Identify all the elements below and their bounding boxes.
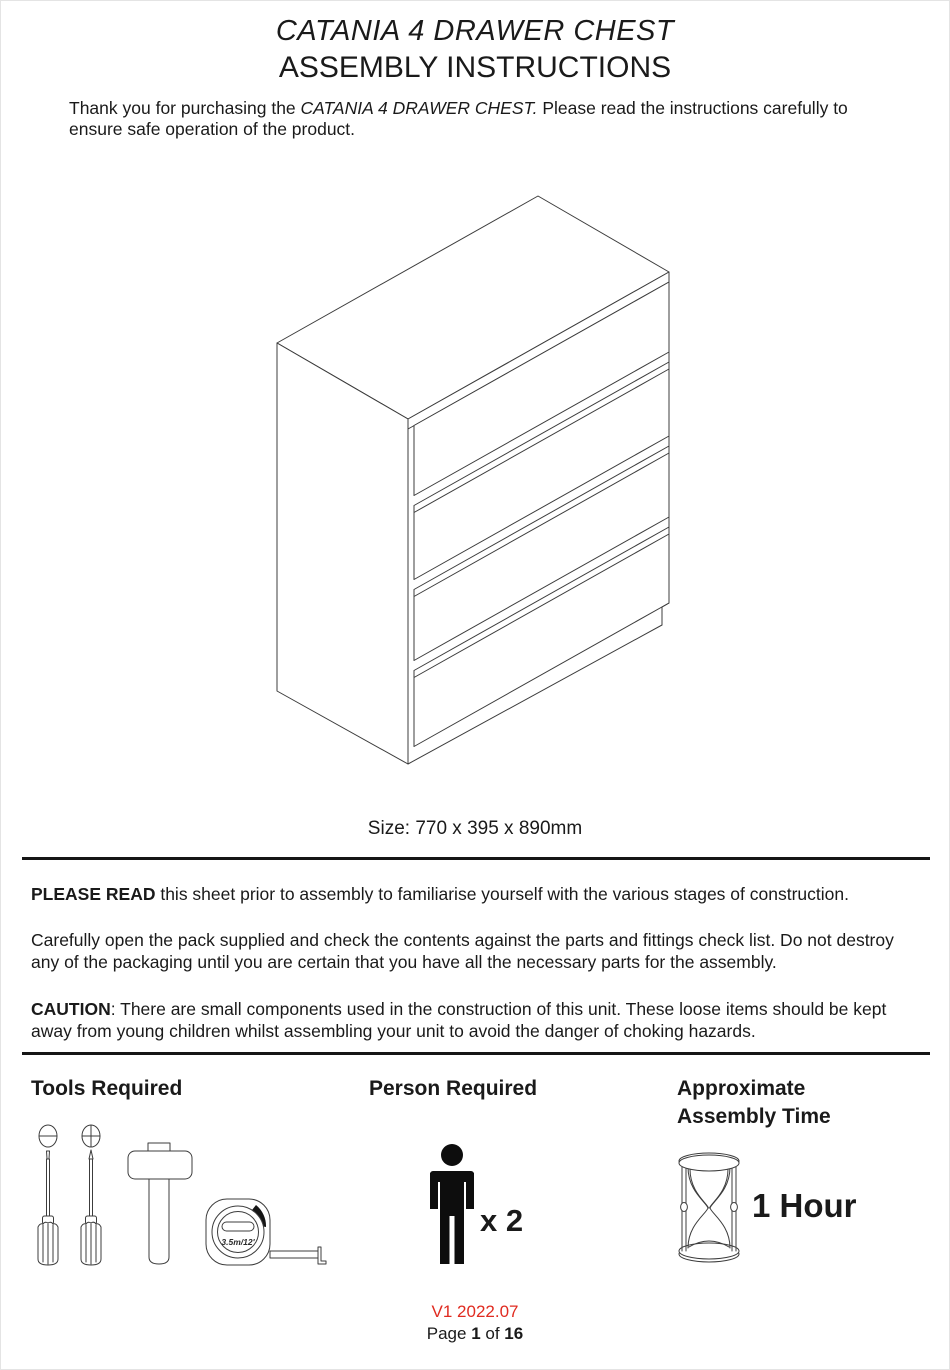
page-number: 1 [471, 1324, 481, 1343]
page-title: CATANIA 4 DRAWER CHEST [275, 15, 675, 47]
page-subtitle: ASSEMBLY INSTRUCTIONS [278, 51, 672, 84]
open-pack-paragraph: Carefully open the pack supplied and check the contents against the parts and fittings check list. Do not destroy any of the packaging until you are certain that you have all the necessary parts for the assembly. [31, 930, 894, 972]
caution-paragraph [31, 998, 907, 1042]
mallet-icon [128, 1143, 192, 1264]
divider-rule-top [22, 857, 930, 860]
assembly-time-heading [677, 1075, 831, 1131]
page-word: Page [426, 1324, 472, 1343]
person-count-label: x 2 [480, 1203, 524, 1238]
intro-product-name: CATANIA 4 DRAWER CHEST. [300, 98, 538, 118]
assembly-time-heading-line1: Approximate [677, 1077, 806, 1100]
tape-measure-label: 3.5m/12' [221, 1237, 255, 1247]
please-read-rest: this sheet prior to assembly to familiarise yourself with the various stages of construction. [155, 884, 849, 904]
intro-post: Please read the instructions carefully to ensure safe operation of the product. [69, 98, 848, 139]
hourglass-icon [677, 1151, 741, 1265]
caution-bold: CAUTION [31, 999, 111, 1019]
divider-rule-bottom [22, 1052, 930, 1055]
phillips-screwdriver-icon [81, 1125, 101, 1265]
intro-paragraph [69, 98, 877, 140]
size-label: Size: 770 x 395 x 890mm [367, 818, 583, 839]
tools-icons [29, 1121, 329, 1271]
flathead-screwdriver-icon [38, 1125, 58, 1265]
please-read-paragraph [31, 883, 907, 905]
intro-pre: Thank you for purchasing the [69, 98, 301, 118]
tape-measure-icon [206, 1199, 326, 1265]
assembly-time-heading-line2: Assembly Time [677, 1105, 831, 1128]
tools-required-heading: Tools Required [31, 1077, 183, 1100]
assembly-time-value: 1 Hour [752, 1187, 857, 1224]
page-number-line [1, 1323, 949, 1345]
title-block [1, 15, 949, 85]
version-label: V1 2022.07 [431, 1302, 519, 1321]
person-required-heading: Person Required [369, 1077, 538, 1100]
caution-rest: : There are small components used in the construction of this unit. These loose items should be kept away from young children whilst assembling your unit to avoid the danger of choking hazards. [31, 999, 887, 1041]
please-read-bold: PLEASE READ [31, 884, 156, 904]
page-of: of [480, 1324, 505, 1343]
chest-line-drawing [231, 189, 701, 817]
page-total: 16 [504, 1324, 524, 1343]
person-icon [429, 1144, 479, 1266]
footer [1, 1301, 949, 1345]
